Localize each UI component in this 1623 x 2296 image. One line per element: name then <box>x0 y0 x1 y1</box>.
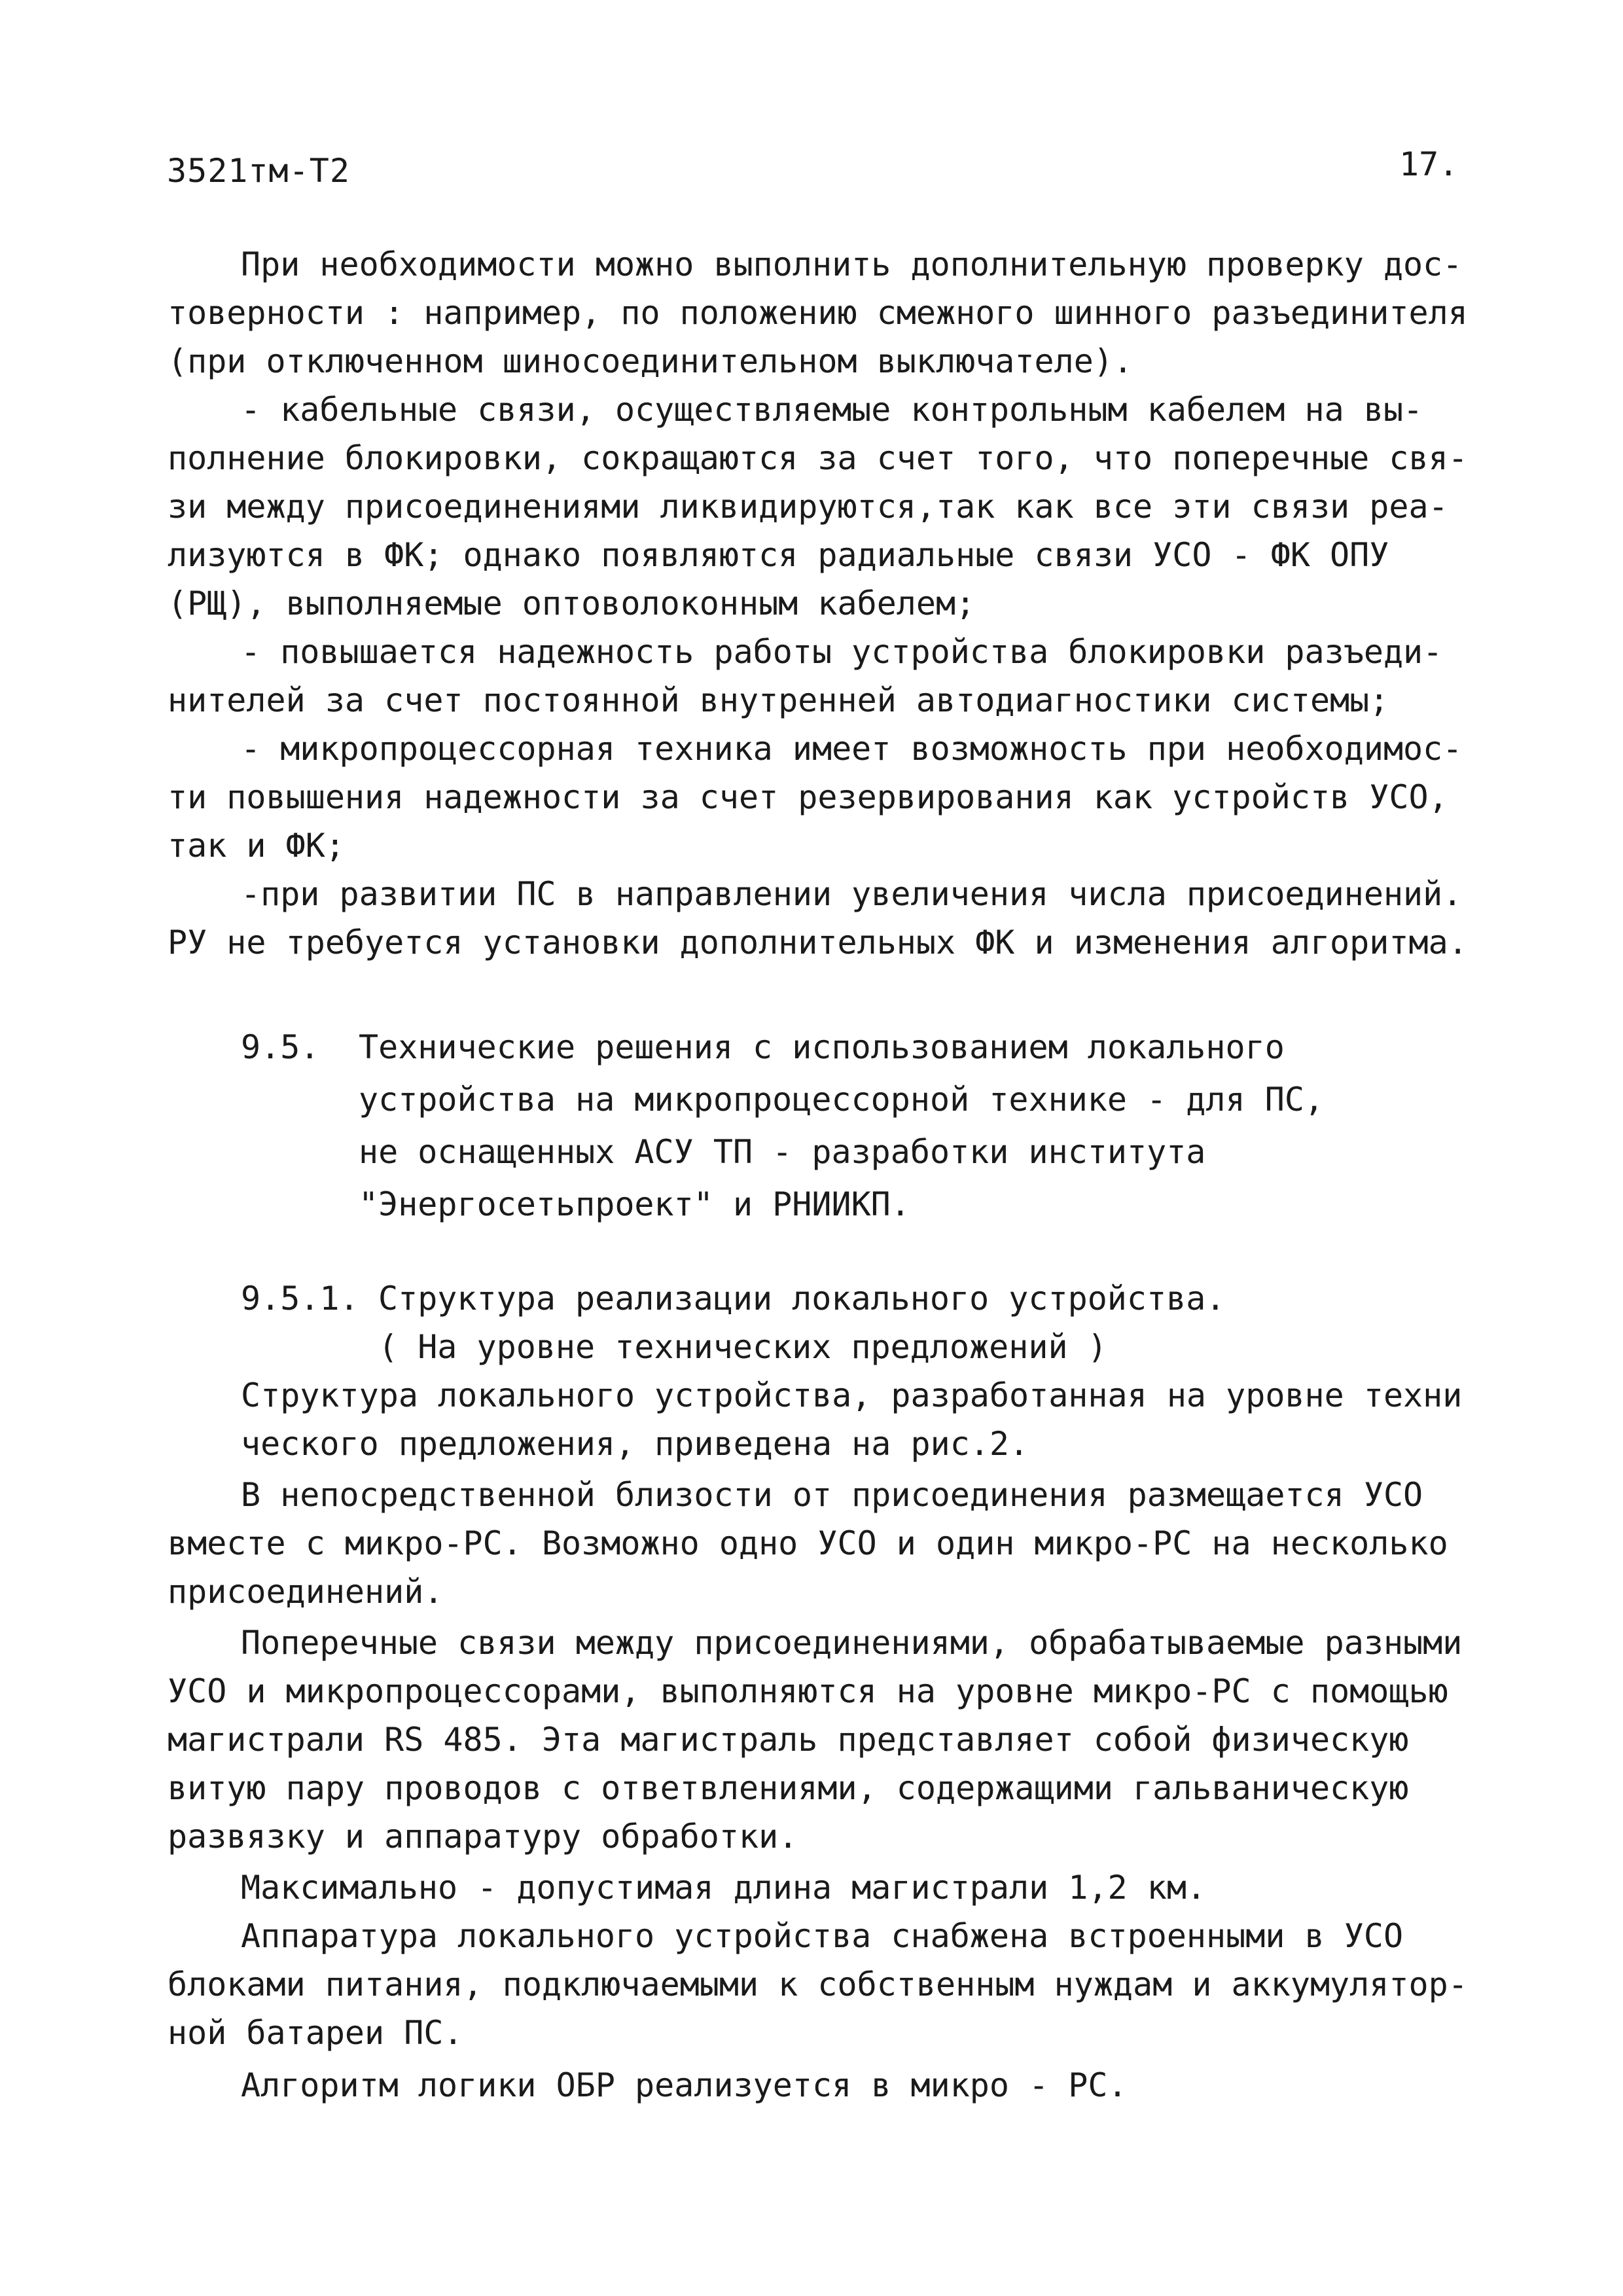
body-line: лизуются в ФК; однако появляются радиальные связи УСО - ФК ОПУ <box>168 536 1389 574</box>
section-9-5-1-subtitle: ( На уровне технических предложений ) <box>378 1328 1107 1366</box>
section-9-5-title-line: Технические решения с использованием локального <box>359 1028 1285 1066</box>
body-line: (при отключенном шиносоединительном выключателе). <box>168 342 1133 380</box>
body-line: -при развитии ПС в направлении увеличения числа присоединений. <box>241 875 1463 913</box>
section-9-5-title-line: устройства на микропроцессорной технике - для ПС, <box>359 1081 1325 1119</box>
body-line: ти повышения надежности за счет резервирования как устройств УСО, <box>168 778 1448 816</box>
body-line: Поперечные связи между присоединениями, обрабатываемые разными <box>241 1624 1463 1662</box>
body-line: В непосредственной близости от присоединения размещается УСО <box>241 1476 1423 1514</box>
body-line: развязку и аппаратуру обработки. <box>168 1818 798 1856</box>
body-line: Аппаратура локального устройства снабжена встроенными в УСО <box>241 1917 1404 1955</box>
document-code: 3521тм-Т2 <box>167 152 350 190</box>
body-line: блоками питания, подключаемыми к собственным нуждам и аккумулятор- <box>168 1965 1468 2003</box>
body-line: РУ не требуется установки дополнительных ФК и изменения алгоритма. <box>168 924 1468 961</box>
section-9-5-1-title: Структура реализации локального устройства. <box>378 1280 1226 1318</box>
section-9-5-title-line: "Энергосетьпроект" и РНИИКП. <box>359 1185 910 1223</box>
body-line: При необходимости можно выполнить дополнительную проверку дос- <box>241 245 1463 283</box>
page-number: 17. <box>1399 145 1459 183</box>
body-line: - повышается надежность работы устройства блокировки разъеди- <box>241 633 1443 671</box>
body-line: витую пару проводов с ответвлениями, содержащими гальваническую <box>168 1769 1409 1807</box>
body-line: - кабельные связи, осуществляемые контрольным кабелем на вы- <box>241 391 1423 429</box>
section-9-5-1-number: 9.5.1. <box>241 1280 359 1318</box>
body-line: Структура локального устройства, разработанная на уровне техни <box>241 1376 1463 1414</box>
body-line: присоединений. <box>168 1573 444 1611</box>
body-line: полнение блокировки, сокращаются за счет того, что поперечные свя- <box>168 439 1468 477</box>
section-9-5-number: 9.5. <box>241 1028 320 1066</box>
body-line: товерности : например, по положению смежного шинного разъединителя <box>168 294 1468 332</box>
body-line: Максимально - допустимая длина магистрали 1,2 км. <box>241 1869 1207 1907</box>
body-line: УСО и микропроцессорами, выполняются на уровне микро-РС с помощью <box>168 1672 1448 1710</box>
body-line: нителей за счет постоянной внутренней автодиагностики системы; <box>168 681 1389 719</box>
body-line: ной батареи ПС. <box>168 2014 463 2052</box>
body-line: ческого предложения, приведена на рис.2. <box>241 1425 1029 1463</box>
body-line: вместе с микро-РС. Возможно одно УСО и один микро-РС на несколько <box>168 1524 1448 1562</box>
section-9-5-title-line: не оснащенных АСУ ТП - разработки института <box>359 1133 1206 1171</box>
body-line: - микропроцессорная техника имеет возможность при необходимос- <box>241 730 1463 768</box>
body-line: магистрали RS 485. Эта магистраль представляет собой физическую <box>168 1721 1409 1759</box>
body-line: (РЩ), выполняемые оптоволоконным кабелем; <box>168 584 976 622</box>
body-line: так и ФК; <box>168 827 345 865</box>
body-line: Алгоритм логики ОБР реализуется в микро - РС. <box>241 2066 1128 2104</box>
body-line: зи между присоединениями ликвидируются,так как все эти связи реа- <box>168 488 1448 526</box>
